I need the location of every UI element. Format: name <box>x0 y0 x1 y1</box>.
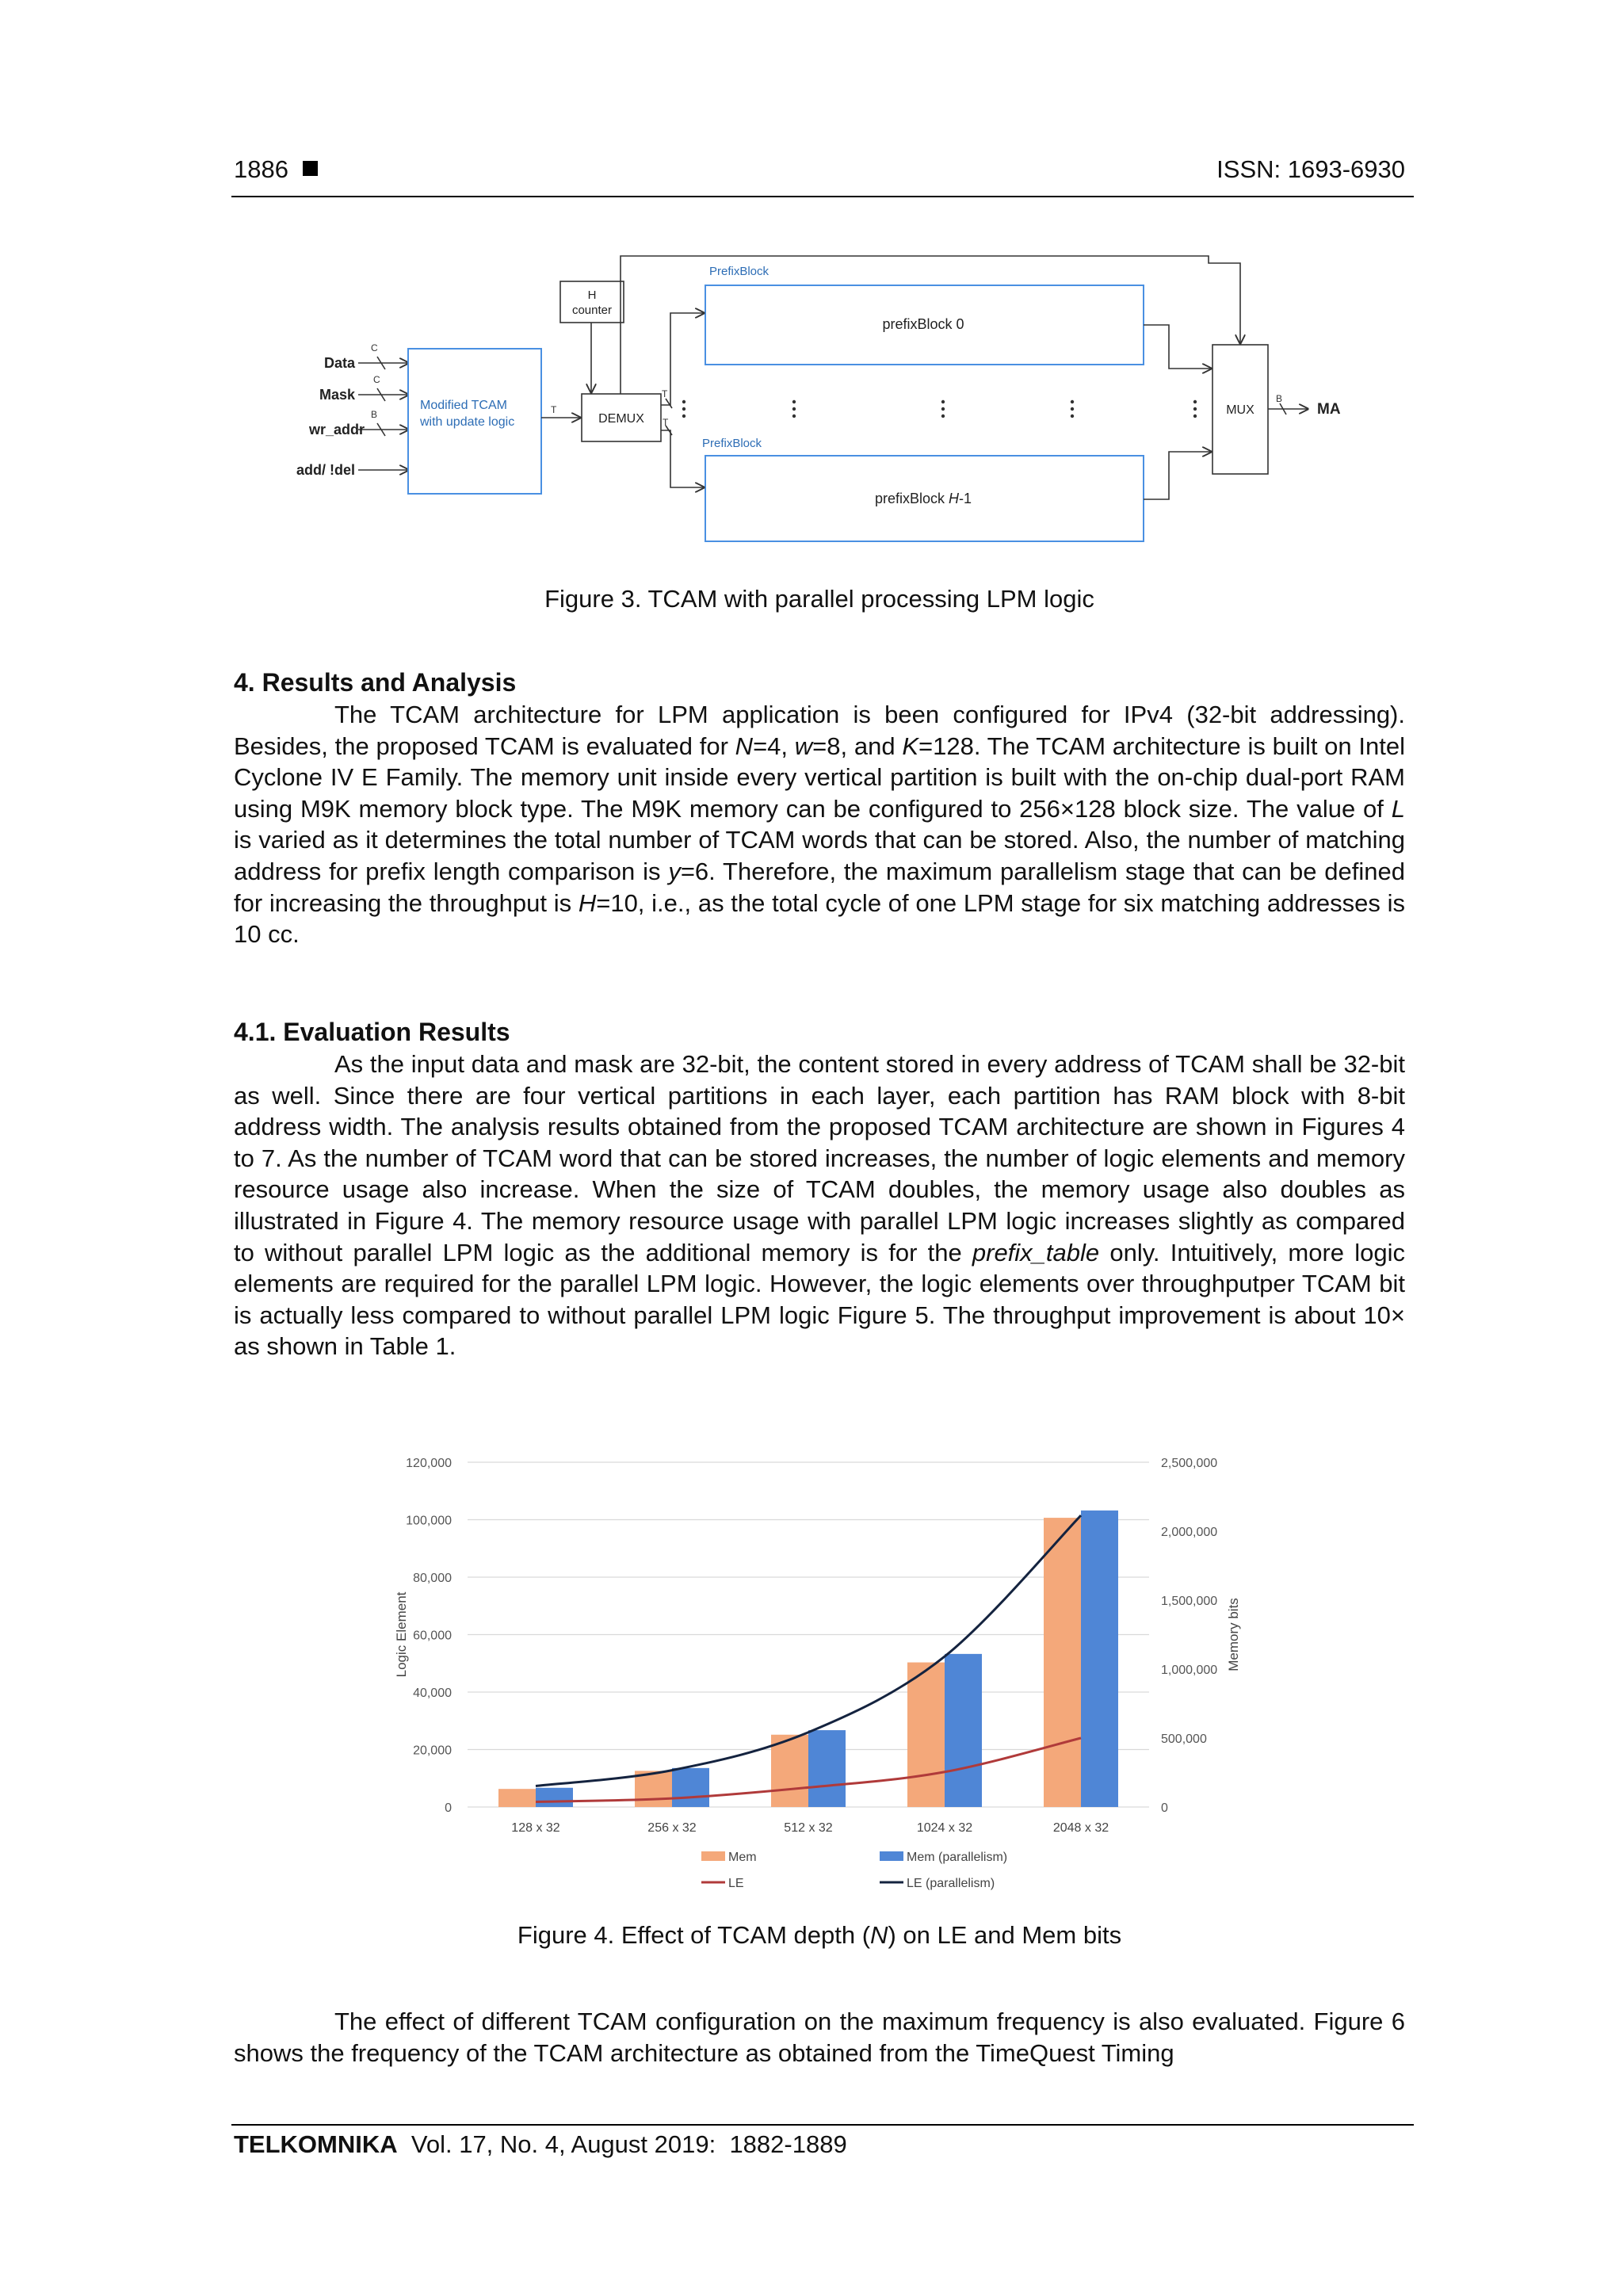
right-tick-label: 2,500,000 <box>1161 1457 1218 1470</box>
issn: ISSN: 1693-6930 <box>1216 155 1405 183</box>
x-tick-label: 256 x 32 <box>647 1821 697 1835</box>
bus-tag: T <box>551 404 557 415</box>
right-tick-label: 0 <box>1161 1801 1168 1815</box>
figure-3-diagram <box>277 250 1347 551</box>
output-label: MA <box>1317 401 1341 418</box>
left-tick-label: 120,000 <box>406 1457 452 1470</box>
prefixblock-tag: PrefixBlock <box>709 265 769 278</box>
footer-rule <box>231 2124 1414 2126</box>
right-tick-label: 500,000 <box>1161 1733 1207 1746</box>
legend-label: Mem (parallelism) <box>907 1851 1008 1864</box>
left-axis-label: Logic Element <box>394 1591 409 1678</box>
bar-mem-parallelism <box>672 1768 709 1807</box>
x-tick-label: 512 x 32 <box>784 1821 833 1835</box>
legend-swatch <box>701 1851 725 1861</box>
bar-mem-parallelism <box>945 1654 982 1807</box>
tcam-block-label: with update logic <box>420 415 515 429</box>
input-label: wr_addr <box>308 422 365 437</box>
square-bullet-icon <box>303 161 318 176</box>
left-tick-label: 40,000 <box>413 1687 452 1700</box>
chart-bars <box>498 1511 1118 1807</box>
bar-mem <box>907 1663 945 1807</box>
right-tick-label: 2,000,000 <box>1161 1526 1218 1539</box>
legend-label: Mem <box>728 1851 757 1864</box>
legend-label: LE (parallelism) <box>907 1877 995 1890</box>
prefixblock-tag: PrefixBlock <box>702 437 762 450</box>
left-tick-label: 20,000 <box>413 1744 452 1758</box>
bar-mem-parallelism <box>1081 1511 1118 1807</box>
left-tick-label: 100,000 <box>406 1514 452 1528</box>
demux-label: DEMUX <box>598 412 644 426</box>
journal-info: Vol. 17, No. 4, August 2019: 1882-1889 <box>397 2130 847 2158</box>
bus-tag: B <box>1276 393 1283 404</box>
right-tick-label: 1,000,000 <box>1161 1664 1218 1677</box>
chart-legend <box>701 1851 1007 1890</box>
prefixblock-label: prefixBlock 0 <box>882 316 964 332</box>
right-axis-ticks <box>1161 1457 1217 1815</box>
input-label: Data <box>323 355 355 371</box>
section-title: 4. Results and Analysis <box>234 668 517 697</box>
x-tick-label: 128 x 32 <box>511 1821 560 1835</box>
counter-label: H <box>587 288 597 302</box>
right-axis-label: Memory bits <box>1226 1598 1241 1671</box>
bar-mem <box>771 1735 808 1807</box>
page-footer <box>234 2130 847 2159</box>
bus-tag: T <box>663 417 669 428</box>
bus-tag: T <box>662 388 668 399</box>
bar-mem <box>1044 1518 1081 1807</box>
prefixblock-label: prefixBlock H-1 <box>874 491 972 506</box>
closing-paragraph: The effect of different TCAM configuration on the maximum frequency is also evaluated. Figure 6 shows the frequency of the TCAM architecture as obtained from the TimeQuest Timing <box>234 2008 1405 2067</box>
header-rule <box>231 196 1414 197</box>
bus-tag: C <box>371 342 378 353</box>
figure-4-chart <box>388 1438 1260 1914</box>
bar-mem-parallelism <box>808 1730 846 1807</box>
figure-3-caption: Figure 3. TCAM with parallel processing LPM logic <box>544 585 1094 613</box>
input-label: Mask <box>319 387 355 403</box>
input-label: add/ !del <box>296 462 355 478</box>
legend-swatch <box>880 1851 903 1861</box>
counter-label: counter <box>571 304 613 317</box>
left-tick-label: 60,000 <box>413 1629 452 1643</box>
page-number: 1886 <box>234 155 288 183</box>
mux-label: MUX <box>1226 403 1254 417</box>
tcam-block-label: Modified TCAM <box>420 399 507 412</box>
right-tick-label: 1,500,000 <box>1161 1595 1218 1608</box>
left-tick-label: 0 <box>445 1801 452 1815</box>
x-axis-ticks <box>511 1821 1109 1835</box>
section-title: 4.1. Evaluation Results <box>234 1018 510 1046</box>
bar-mem-parallelism <box>536 1788 573 1807</box>
bus-tag: C <box>373 374 380 385</box>
figure-4-caption: Figure 4. Effect of TCAM depth (N) on LE and Mem bits <box>517 1921 1122 1949</box>
x-tick-label: 2048 x 32 <box>1052 1821 1109 1835</box>
journal-name: TELKOMNIKA <box>234 2130 398 2158</box>
section-4-1-paragraph: As the input data and mask are 32-bit, the content stored in every address of TCAM shall be 32-bit as well. Since there are four vertical partitions in each layer, each partition has RAM block with 8-bit address width. The analysis results obtained from the proposed TCAM architecture are shown in Figures 4 to 7. As the number of TCAM word that can be stored increases, the number of logic elements and memory resource usage also increase. When the size of TCAM doubles, the memory usage also doubles as illustrated in Figure 4. The memory resource usage with parallel LPM logic increases slightly as compared to without parallel LPM logic as the additional memory is for the prefix_table only. Intuitively, more logic elements are required for the parallel LPM logic. However, the logic elements over throughputper TCAM bit is actually less compared to without parallel LPM logic Figure 5. The throughput improvement is about 10× as shown in Table 1. <box>234 1050 1405 1361</box>
left-axis-ticks <box>406 1457 452 1815</box>
bus-tag: B <box>371 409 378 420</box>
bar-mem <box>498 1789 536 1807</box>
x-tick-label: 1024 x 32 <box>916 1821 973 1835</box>
section-4-paragraph: The TCAM architecture for LPM application is been configured for IPv4 (32-bit addressing). Besides, the proposed TCAM is evaluated for N=4, w=8, and K=128. The TCAM architecture is built on Intel Cyclone IV E Family. The memory unit inside every vertical partition is built with the on-chip dual-port RAM using M9K memory block type. The M9K memory can be configured to 256×128 block size. The value of L is varied as it determines the total number of TCAM words that can be stored. Also, the number of matching address for prefix length comparison is y=6. Therefore, the maximum parallelism stage that can be defined for increasing the throughput is H=10, i.e., as the total cycle of one LPM stage for six matching addresses is 10 cc. <box>234 701 1406 949</box>
legend-label: LE <box>728 1877 744 1890</box>
left-tick-label: 80,000 <box>413 1572 452 1585</box>
